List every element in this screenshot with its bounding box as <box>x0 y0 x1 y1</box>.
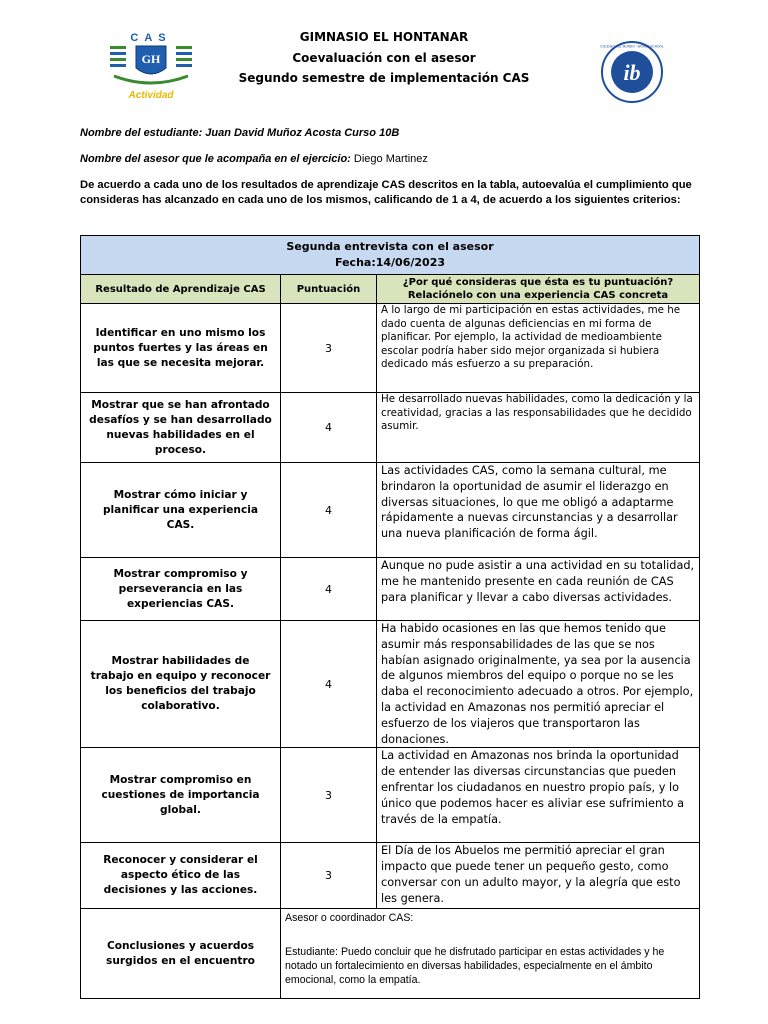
conclusions-label: Conclusiones y acuerdos surgidos en el encuentro <box>81 909 281 999</box>
justification-cell: He desarrollado nuevas habilidades, como la dedicación y la creatividad, gracias a las responsabilidades que he decidido asumir. <box>377 393 700 463</box>
student-name-label: Nombre del estudiante: <box>80 127 206 139</box>
advisor-name-value: Diego Martinez <box>353 153 428 165</box>
outcome-cell: Mostrar compromiso en cuestiones de importancia global. <box>81 748 281 843</box>
table-row <box>81 621 700 748</box>
advisor-name-line <box>80 153 428 165</box>
justification-cell: A lo largo de mi participación en estas actividades, me he dado cuenta de algunas deficiencias en mi forma de planificar. Por ejemplo, la actividad de medioambiente escolar podría haber sido mejor organizada si hubiera dedicado más esfuerzo a su preparación. <box>377 304 700 393</box>
student-conclusion-text: Estudiante: Puedo concluir que he disfrutado participar en estas actividades y he notado un fortalecimiento en diversas habilidades, especialmente en el ámbito emocional, como la empatía. <box>285 946 665 987</box>
outcome-cell: Reconocer y considerar el aspecto ético de las decisiones y las acciones. <box>81 843 281 909</box>
interview-date: Fecha:14/06/2023 <box>335 256 445 269</box>
ib-logo <box>600 40 664 104</box>
cas-logo <box>106 28 196 104</box>
outcome-cell: Mostrar que se han afrontado desafíos y se han desarrollado nuevas habilidades en el proceso. <box>81 393 281 463</box>
col-header-justification <box>377 275 700 304</box>
cas-badge-text: GH <box>141 52 161 66</box>
table-row <box>81 558 700 621</box>
table-row <box>81 843 700 909</box>
conclusions-cell <box>281 909 700 999</box>
table-title-cell <box>81 236 700 275</box>
conclusions-row <box>81 909 700 999</box>
score-cell: 3 <box>281 304 377 393</box>
evaluation-table <box>80 235 700 999</box>
ib-ring-text: COLEGIO DEL MUNDO · WORLD SCHOOL <box>600 44 664 49</box>
table-title-row <box>81 236 700 275</box>
justification-cell: La actividad en Amazonas nos brinda la oportunidad de entender las diversas circunstancias que pueden enfrentar los ciudadanos en nuestro propio país, y lo único que podemos hacer es aliviar ese sufrimiento a través de la empatía. <box>377 748 700 843</box>
outcome-cell: Mostrar habilidades de trabajo en equipo y reconocer los beneficios del trabajo colaborativo. <box>81 621 281 748</box>
table-title: Segunda entrevista con el asesor <box>286 240 494 253</box>
document-subtitle: Coevaluación con el asesor <box>292 51 476 65</box>
outcome-cell: Mostrar cómo iniciar y planificar una experiencia CAS. <box>81 463 281 558</box>
justification-cell: El Día de los Abuelos me permitió apreciar el gran impacto que puede tener un pequeño gesto, como conversar con un adulto mayor, y la alegría que esto les genera. <box>377 843 700 909</box>
justification-cell: Ha habido ocasiones en las que hemos tenido que asumir más responsabilidades de las que se nos habían asignado originalmente, ya sea por la ausencia de algunos miembros del equipo o porque no se les daba el reconocimiento adecuado a otros. Por ejemplo, la actividad en Amazonas nos permitió apreciar el esfuerzo de los viajeros que transportaron las donaciones. <box>377 621 700 748</box>
table-row <box>81 393 700 463</box>
col-header-score: Puntuación <box>281 275 377 304</box>
justification-cell: Las actividades CAS, como la semana cultural, me brindaron la oportunidad de asumir el liderazgo en diversas situaciones, lo que me obligó a adaptarme rápidamente a nuevas circunstancias y a desarrollar una nueva planificación de forma ágil. <box>377 463 700 558</box>
score-cell: 3 <box>281 748 377 843</box>
advisor-name-label: Nombre del asesor que le acompaña en el ejercicio: <box>80 153 354 165</box>
score-cell: 4 <box>281 621 377 748</box>
cas-logo-text: CAS <box>130 32 172 44</box>
school-name: GIMNASIO EL HONTANAR <box>299 30 469 44</box>
table-row <box>81 304 700 393</box>
justification-cell: Aunque no pude asistir a una actividad en su totalidad, me he mantenido presente en cada reunión de CAS para planificar y llevar a cabo diversas actividades. <box>377 558 700 621</box>
advisor-conclusion-line: Asesor o coordinador CAS: <box>285 912 414 925</box>
student-name-value: Juan David Muñoz Acosta Curso 10B <box>205 127 400 139</box>
student-name-line <box>80 127 399 139</box>
col-header-justification-line2: Relaciónelo con una experiencia CAS concreta <box>407 290 669 301</box>
col-header-outcome: Resultado de Aprendizaje CAS <box>81 275 281 304</box>
table-row <box>81 748 700 843</box>
instructions-paragraph: De acuerdo a cada uno de los resultados de aprendizaje CAS descritos en la tabla, autoevalúa el cumplimiento que consideras has alcanzado en cada uno de los mismos, calificando de 1 a 4, de acuerdo a los siguientes criterios: <box>80 179 692 206</box>
score-cell: 4 <box>281 463 377 558</box>
cas-logo-subtext: Actividad <box>128 90 174 101</box>
column-header-row <box>81 275 700 304</box>
col-header-justification-line1: ¿Por qué consideras que ésta es tu puntuación? <box>402 277 674 288</box>
outcome-cell: Identificar en uno mismo los puntos fuertes y las áreas en las que se necesita mejorar. <box>81 304 281 393</box>
score-cell: 4 <box>281 393 377 463</box>
table-row <box>81 463 700 558</box>
outcome-cell: Mostrar compromiso y perseverancia en las experiencias CAS. <box>81 558 281 621</box>
score-cell: 3 <box>281 843 377 909</box>
score-cell: 4 <box>281 558 377 621</box>
semester-title: Segundo semestre de implementación CAS <box>238 71 530 85</box>
ib-logo-text: ib <box>623 60 641 85</box>
